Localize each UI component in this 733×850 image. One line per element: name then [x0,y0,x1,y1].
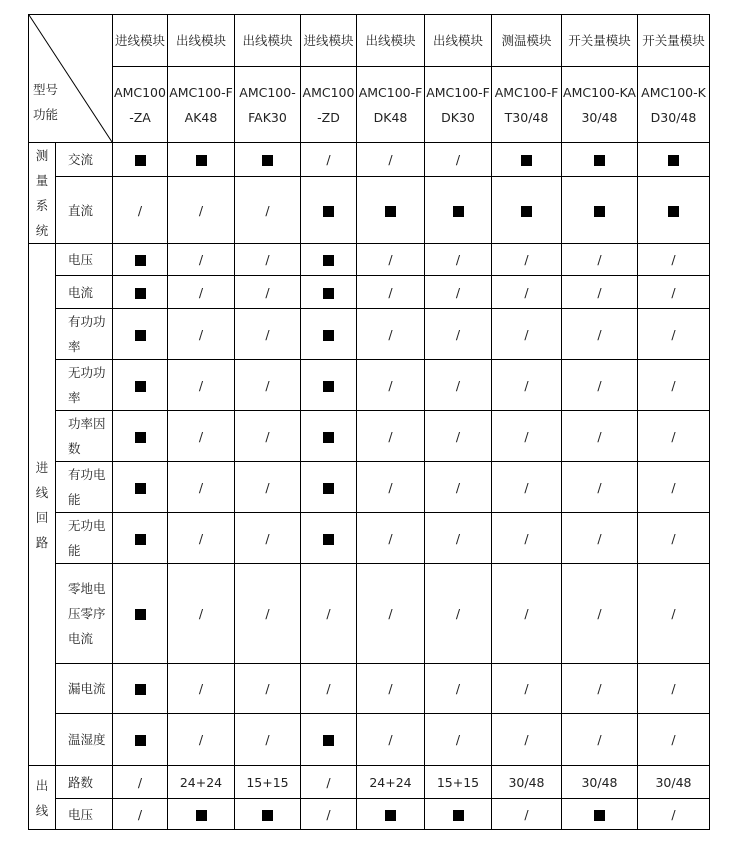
filled-square-icon [453,810,464,821]
value-cell: / [301,564,357,664]
header-module-type: 出线模块 [168,15,235,67]
function-label: 有功电能 [56,462,113,513]
value-cell: / [562,411,638,462]
supported-cell [301,411,357,462]
value-cell: / [113,799,168,830]
table-row [29,462,710,513]
value-cell: / [425,714,492,766]
table-row [29,513,710,564]
value-cell: / [562,309,638,360]
value-cell: / [562,513,638,564]
value-cell: / [168,276,235,309]
value-cell: / [235,309,301,360]
header-module-type: 进线模块 [113,15,168,67]
filled-square-icon [521,155,532,166]
value-cell: / [168,513,235,564]
value-cell: / [425,276,492,309]
value-cell: / [357,360,425,411]
supported-cell [235,799,301,830]
value-cell: / [638,276,710,309]
header-model: AMC100-KD30/48 [638,67,710,143]
table-row [29,799,710,830]
value-cell: / [492,714,562,766]
value-cell: / [562,564,638,664]
value-cell: 24+24 [168,766,235,799]
filled-square-icon [385,206,396,217]
value-cell: / [168,309,235,360]
function-label: 无功功率 [56,360,113,411]
header-module-type: 测温模块 [492,15,562,67]
supported-cell [301,714,357,766]
table-row [29,143,710,177]
value-cell: / [492,799,562,830]
filled-square-icon [135,483,146,494]
value-cell: / [357,714,425,766]
supported-cell [562,143,638,177]
value-cell: / [168,664,235,714]
filled-square-icon [262,810,273,821]
corner-label-function: 功能 [33,107,59,122]
supported-cell [113,714,168,766]
value-cell: / [425,143,492,177]
supported-cell [492,177,562,244]
supported-cell [113,411,168,462]
filled-square-icon [135,155,146,166]
filled-square-icon [594,810,605,821]
diagonal-header-cell [29,15,113,143]
supported-cell [301,513,357,564]
supported-cell [425,177,492,244]
header-model: AMC100-ZA [113,67,168,143]
filled-square-icon [594,206,605,217]
value-cell: / [425,244,492,276]
supported-cell [357,799,425,830]
value-cell: / [638,664,710,714]
filled-square-icon [323,534,334,545]
filled-square-icon [453,206,464,217]
supported-cell [562,177,638,244]
value-cell: / [301,664,357,714]
function-label: 漏电流 [56,664,113,714]
value-cell: / [235,177,301,244]
supported-cell [638,177,710,244]
filled-square-icon [135,684,146,695]
value-cell: / [638,564,710,664]
header-module-type: 进线模块 [301,15,357,67]
value-cell: / [357,513,425,564]
function-label: 电流 [56,276,113,309]
value-cell: / [492,309,562,360]
supported-cell [235,143,301,177]
table-row [29,360,710,411]
function-label: 温湿度 [56,714,113,766]
value-cell: / [357,143,425,177]
value-cell: / [168,714,235,766]
filled-square-icon [521,206,532,217]
header-model: AMC100-FAK48 [168,67,235,143]
filled-square-icon [323,330,334,341]
value-cell: / [638,360,710,411]
table-row [29,766,710,799]
value-cell: / [301,799,357,830]
filled-square-icon [196,155,207,166]
value-cell: / [357,664,425,714]
value-cell: / [301,766,357,799]
value-cell: 30/48 [492,766,562,799]
supported-cell [357,177,425,244]
header-module-type: 出线模块 [425,15,492,67]
value-cell: / [168,462,235,513]
supported-cell [113,564,168,664]
value-cell: / [168,360,235,411]
supported-cell [301,360,357,411]
supported-cell [301,276,357,309]
value-cell: / [492,411,562,462]
function-label: 路数 [56,766,113,799]
value-cell: / [425,411,492,462]
value-cell: / [357,564,425,664]
filled-square-icon [135,288,146,299]
supported-cell [113,462,168,513]
table-row [29,564,710,664]
value-cell: / [562,360,638,411]
header-module-type: 开关量模块 [562,15,638,67]
value-cell: / [235,564,301,664]
supported-cell [301,462,357,513]
group-label: 测量系统 [29,143,56,244]
filled-square-icon [135,609,146,620]
header-model: AMC100-FDK48 [357,67,425,143]
value-cell: / [492,664,562,714]
value-cell: / [235,462,301,513]
filled-square-icon [262,155,273,166]
supported-cell [301,177,357,244]
value-cell: / [638,244,710,276]
value-cell: / [357,244,425,276]
value-cell: / [113,177,168,244]
value-cell: / [492,244,562,276]
value-cell: / [235,360,301,411]
value-cell: / [235,411,301,462]
filled-square-icon [323,735,334,746]
value-cell: / [425,309,492,360]
function-label: 零地电压零序电流 [56,564,113,664]
filled-square-icon [323,381,334,392]
header-module-type: 出线模块 [235,15,301,67]
value-cell: / [638,513,710,564]
supported-cell [638,143,710,177]
table-row [29,309,710,360]
group-label: 进线回路 [29,244,56,766]
table-row [29,664,710,714]
function-label: 直流 [56,177,113,244]
value-cell: / [638,309,710,360]
filled-square-icon [594,155,605,166]
value-cell: / [638,799,710,830]
filled-square-icon [385,810,396,821]
filled-square-icon [135,381,146,392]
value-cell: / [562,714,638,766]
value-cell: / [168,244,235,276]
function-label: 有功功率 [56,309,113,360]
function-label: 电压 [56,244,113,276]
supported-cell [168,143,235,177]
value-cell: / [425,564,492,664]
function-label: 电压 [56,799,113,830]
value-cell: / [425,462,492,513]
value-cell: / [492,564,562,664]
function-label: 无功电能 [56,513,113,564]
header-model: AMC100-FDK30 [425,67,492,143]
value-cell: / [357,309,425,360]
supported-cell [113,309,168,360]
value-cell: / [235,664,301,714]
filled-square-icon [135,432,146,443]
filled-square-icon [323,206,334,217]
header-model: AMC100-FAK30 [235,67,301,143]
filled-square-icon [323,255,334,266]
value-cell: 30/48 [638,766,710,799]
filled-square-icon [135,735,146,746]
value-cell: / [168,564,235,664]
table-row [29,276,710,309]
filled-square-icon [196,810,207,821]
value-cell: / [562,244,638,276]
value-cell: / [492,462,562,513]
value-cell: 15+15 [235,766,301,799]
supported-cell [113,143,168,177]
table-row [29,714,710,766]
function-label: 功率因数 [56,411,113,462]
supported-cell [113,664,168,714]
value-cell: / [235,714,301,766]
value-cell: / [638,411,710,462]
filled-square-icon [135,255,146,266]
filled-square-icon [135,330,146,341]
supported-cell [301,309,357,360]
value-cell: 30/48 [562,766,638,799]
supported-cell [425,799,492,830]
module-function-table [28,14,710,830]
value-cell: / [235,244,301,276]
supported-cell [113,276,168,309]
filled-square-icon [668,206,679,217]
header-model: AMC100-ZD [301,67,357,143]
filled-square-icon [323,432,334,443]
header-module-type: 出线模块 [357,15,425,67]
header-model: AMC100-KA30/48 [562,67,638,143]
value-cell: / [492,513,562,564]
supported-cell [113,360,168,411]
value-cell: / [235,513,301,564]
supported-cell [562,799,638,830]
group-label: 出线 [29,766,56,830]
value-cell: / [235,276,301,309]
value-cell: / [638,462,710,513]
filled-square-icon [323,483,334,494]
value-cell: / [638,714,710,766]
value-cell: / [301,143,357,177]
filled-square-icon [323,288,334,299]
value-cell: 24+24 [357,766,425,799]
value-cell: / [425,513,492,564]
value-cell: / [357,276,425,309]
supported-cell [301,244,357,276]
value-cell: / [357,411,425,462]
table-row [29,244,710,276]
supported-cell [113,244,168,276]
value-cell: / [492,276,562,309]
value-cell: / [168,411,235,462]
value-cell: / [562,276,638,309]
corner-label-model: 型号 [33,82,59,97]
filled-square-icon [668,155,679,166]
filled-square-icon [135,534,146,545]
table-row [29,411,710,462]
value-cell: / [425,360,492,411]
supported-cell [113,513,168,564]
value-cell: / [562,462,638,513]
value-cell: / [357,462,425,513]
value-cell: / [113,766,168,799]
value-cell: / [492,360,562,411]
function-label: 交流 [56,143,113,177]
value-cell: 15+15 [425,766,492,799]
table-row [29,177,710,244]
value-cell: / [562,664,638,714]
value-cell: / [425,664,492,714]
supported-cell [168,799,235,830]
supported-cell [492,143,562,177]
value-cell: / [168,177,235,244]
header-model: AMC100-FT30/48 [492,67,562,143]
header-module-type: 开关量模块 [638,15,710,67]
